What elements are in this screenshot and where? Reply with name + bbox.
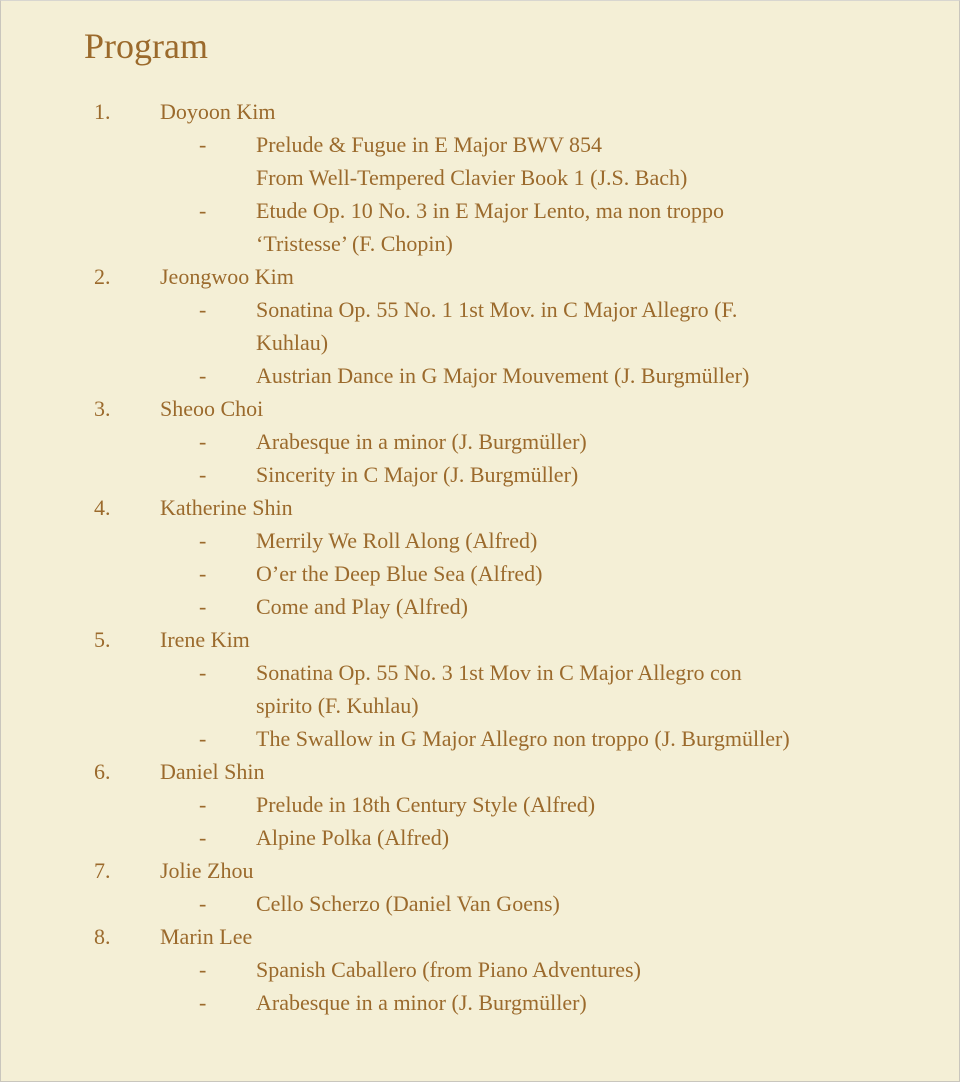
piece-title-line: Alpine Polka (Alfred) [256, 825, 450, 850]
piece-item [1, 524, 959, 557]
dash-bullet: - [199, 990, 207, 1015]
piece-item [1, 557, 959, 590]
dash-bullet: - [199, 660, 207, 685]
piece-title-line: The Swallow in G Major Allegro non troppo (J. Burgmüller) [256, 726, 790, 751]
piece-title [256, 425, 856, 458]
piece-title-line: Sonatina Op. 55 No. 1 1st Mov. in C Major Allegro (F. [256, 297, 738, 322]
performer-name: Sheoo Choi [160, 396, 264, 421]
performer-name: Jolie Zhou [160, 858, 254, 883]
piece-title [256, 359, 856, 392]
piece-title-line: Etude Op. 10 No. 3 in E Major Lento, ma non troppo [256, 198, 725, 223]
performer-entry [1, 755, 959, 854]
piece-item [1, 887, 959, 920]
piece-title-line: Kuhlau) [256, 330, 329, 355]
dash-bullet: - [199, 957, 207, 982]
performer-number: 6. [94, 759, 111, 784]
piece-list [1, 953, 959, 1019]
performer-line [1, 260, 959, 293]
performer-name: Irene Kim [160, 627, 250, 652]
piece-title-line: Austrian Dance in G Major Mouvement (J. Burgmüller) [256, 363, 750, 388]
piece-title [256, 557, 856, 590]
piece-title [256, 590, 856, 623]
performer-entry [1, 392, 959, 491]
performer-entry [1, 260, 959, 392]
performer-line [1, 920, 959, 953]
performer-number: 3. [94, 396, 111, 421]
piece-title-line: Sonatina Op. 55 No. 3 1st Mov in C Major Allegro con [256, 660, 742, 685]
piece-title-line: Arabesque in a minor (J. Burgmüller) [256, 990, 587, 1015]
piece-title-line: Prelude in 18th Century Style (Alfred) [256, 792, 596, 817]
piece-list [1, 425, 959, 491]
piece-item [1, 722, 959, 755]
performer-line [1, 854, 959, 887]
performer-number: 7. [94, 858, 111, 883]
program-list [1, 95, 959, 1019]
piece-title-line: spirito (F. Kuhlau) [256, 693, 419, 718]
performer-line [1, 491, 959, 524]
piece-title [256, 953, 856, 986]
piece-title [256, 524, 856, 557]
dash-bullet: - [199, 891, 207, 916]
piece-title-line: Sincerity in C Major (J. Burgmüller) [256, 462, 579, 487]
dash-bullet: - [199, 594, 207, 619]
performer-entry [1, 920, 959, 1019]
performer-number: 1. [94, 99, 111, 124]
performer-entry [1, 491, 959, 623]
dash-bullet: - [199, 462, 207, 487]
page-title: Program [84, 26, 208, 66]
piece-title-line: O’er the Deep Blue Sea (Alfred) [256, 561, 543, 586]
piece-item [1, 953, 959, 986]
performer-name: Jeongwoo Kim [160, 264, 294, 289]
performer-line [1, 755, 959, 788]
piece-item [1, 986, 959, 1019]
dash-bullet: - [199, 792, 207, 817]
piece-title [256, 722, 856, 755]
piece-item [1, 425, 959, 458]
piece-list [1, 887, 959, 920]
performer-number: 5. [94, 627, 111, 652]
performer-name: Katherine Shin [160, 495, 293, 520]
piece-title-line: Merrily We Roll Along (Alfred) [256, 528, 538, 553]
piece-item [1, 788, 959, 821]
piece-item [1, 128, 959, 194]
piece-title [256, 656, 856, 722]
performer-number: 2. [94, 264, 111, 289]
piece-title [256, 887, 856, 920]
performer-entry [1, 623, 959, 755]
dash-bullet: - [199, 297, 207, 322]
dash-bullet: - [199, 825, 207, 850]
piece-title [256, 293, 856, 359]
piece-list [1, 293, 959, 392]
piece-item [1, 656, 959, 722]
piece-list [1, 128, 959, 260]
performer-name: Doyoon Kim [160, 99, 276, 124]
piece-title [256, 986, 856, 1019]
piece-item [1, 590, 959, 623]
piece-item [1, 821, 959, 854]
dash-bullet: - [199, 528, 207, 553]
dash-bullet: - [199, 726, 207, 751]
piece-item [1, 194, 959, 260]
performer-number: 8. [94, 924, 111, 949]
piece-list [1, 788, 959, 854]
piece-item [1, 458, 959, 491]
performer-name: Daniel Shin [160, 759, 265, 784]
piece-list [1, 656, 959, 755]
piece-title-line: Come and Play (Alfred) [256, 594, 468, 619]
piece-title-line: Arabesque in a minor (J. Burgmüller) [256, 429, 587, 454]
piece-title [256, 821, 856, 854]
piece-title [256, 788, 856, 821]
performer-name: Marin Lee [160, 924, 253, 949]
performer-line [1, 95, 959, 128]
piece-title [256, 458, 856, 491]
performer-number: 4. [94, 495, 111, 520]
piece-item [1, 359, 959, 392]
performer-entry [1, 95, 959, 260]
dash-bullet: - [199, 561, 207, 586]
piece-item [1, 293, 959, 359]
dash-bullet: - [199, 198, 207, 223]
piece-title-line: ‘Tristesse’ (F. Chopin) [256, 231, 453, 256]
performer-entry [1, 854, 959, 920]
dash-bullet: - [199, 429, 207, 454]
dash-bullet: - [199, 132, 207, 157]
piece-title-line: Prelude & Fugue in E Major BWV 854 [256, 132, 603, 157]
piece-title-line: From Well-Tempered Clavier Book 1 (J.S. Bach) [256, 165, 688, 190]
piece-list [1, 524, 959, 623]
piece-title [256, 128, 856, 194]
piece-title [256, 194, 856, 260]
piece-title-line: Cello Scherzo (Daniel Van Goens) [256, 891, 560, 916]
performer-line [1, 392, 959, 425]
dash-bullet: - [199, 363, 207, 388]
piece-title-line: Spanish Caballero (from Piano Adventures) [256, 957, 641, 982]
performer-line [1, 623, 959, 656]
